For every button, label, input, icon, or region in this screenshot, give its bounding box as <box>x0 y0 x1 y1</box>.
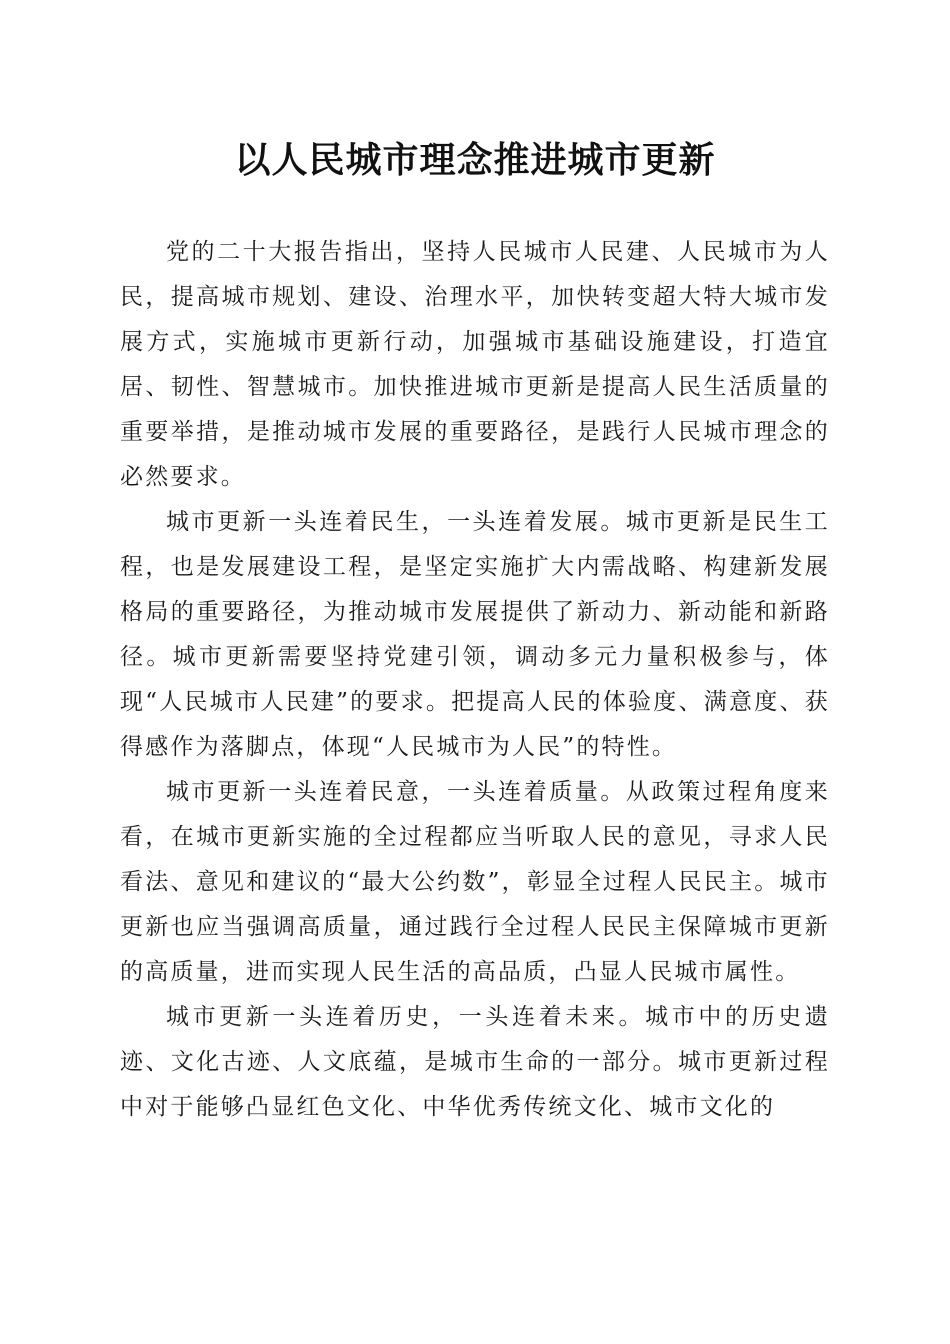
document-title: 以人民城市理念推进城市更新 <box>234 139 716 181</box>
paragraph-2: 城市更新一头连着民生，一头连着发展。城市更新是民生工程，也是发展建设工程，是坚定实施扩大内需战略、构建新发展格局的重要路径，为推动城市发展提供了新动力、新动能和新路径。城市更新需要坚持党建引领，调动多元力量积极参与，体现“人民城市人民建”的要求。把提高人民的体验度、满意度、获得感作为落脚点，体现“人民城市为人民”的特性。 <box>120 509 830 760</box>
paragraph-4: 城市更新一头连着历史，一头连着未来。城市中的历史遗迹、文化古迹、人文底蕴，是城市生命的一部分。城市更新过程中对于能够凸显红色文化、中华优秀传统文化、城市文化的 <box>120 1004 830 1120</box>
paragraph-3: 城市更新一头连着民意，一头连着质量。从政策过程角度来看，在城市更新实施的全过程都应当听取人民的意见，寻求人民看法、意见和建议的“最大公约数”，彰显全过程人民民主。城市更新也应当强调高质量，通过践行全过程人民民主保障城市更新的高质量，进而实现人民生活的高品质，凸显人民城市属性。 <box>120 779 830 985</box>
paragraph-1: 党的二十大报告指出，坚持人民城市人民建、人民城市为人民，提高城市规划、建设、治理水平，加快转变超大特大城市发展方式，实施城市更新行动，加强城市基础设施建设，打造宜居、韧性、智慧城市。加快推进城市更新是提高人民生活质量的重要举措，是推动城市发展的重要路径，是践行人民城市理念的必然要求。 <box>120 239 830 490</box>
document-body <box>120 230 830 1130</box>
